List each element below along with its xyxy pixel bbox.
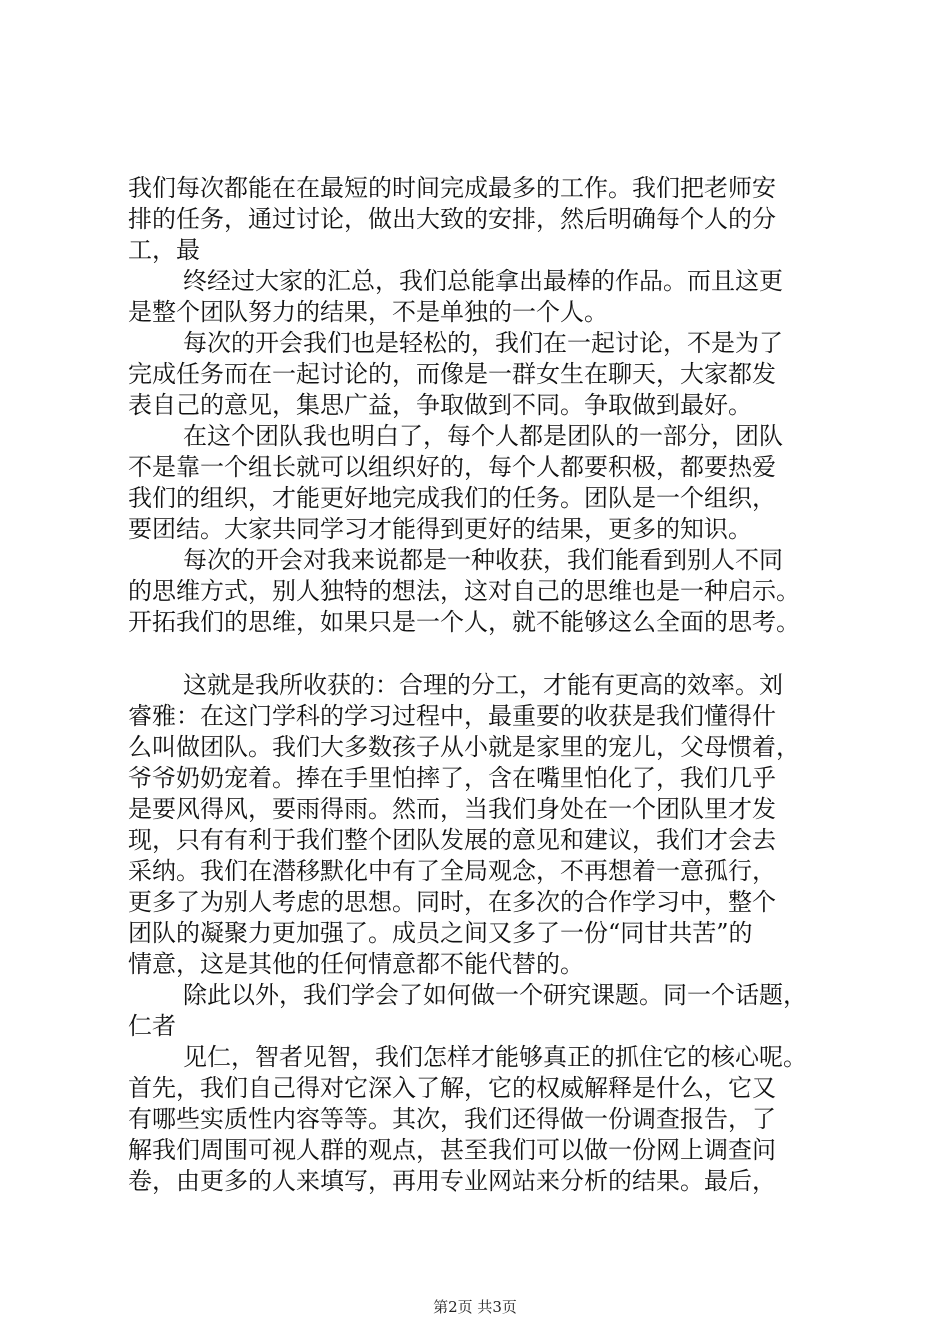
text-line: 表自己的意见，集思广益，争取做到不同。争取做到最好。 — [128, 391, 752, 419]
text-line: 更多了为别人考虑的思想。同时，在多次的合作学习中，整个 — [128, 888, 776, 916]
text-line: 排的任务，通过讨论，做出大致的安排，然后明确每个人的分 — [128, 205, 776, 233]
text-line: 卷，由更多的人来填写，再用专业网站来分析的结果。最后， — [128, 1167, 776, 1195]
text-line: 有哪些实质性内容等等。其次，我们还得做一份调查报告，了 — [128, 1105, 776, 1133]
text-line: 首先，我们自己得对它深入了解，它的权威解释是什么，它又 — [128, 1074, 776, 1102]
text-line: 是整个团队努力的结果，不是单独的一个人。 — [128, 298, 608, 326]
text-line: 情意，这是其他的任何情意都不能代替的。 — [128, 950, 584, 978]
text-line: 爷爷奶奶宠着。捧在手里怕摔了，含在嘴里怕化了，我们几乎 — [128, 764, 776, 792]
text-line: 我们每次都能在在最短的时间完成最多的工作。我们把老师安 — [128, 174, 776, 202]
text-line: 仁者 — [128, 1012, 176, 1040]
text-line: 我们的组织，才能更好地完成我们的任务。团队是一个组织， — [128, 484, 776, 512]
text-line: 开拓我们的思维，如果只是一个人，就不能够这么全面的思考。 — [128, 608, 800, 636]
text-line: 不是靠一个组长就可以组织好的，每个人都要积极，都要热爱 — [128, 453, 776, 481]
text-line: 终经过大家的汇总，我们总能拿出最棒的作品。而且这更 — [183, 267, 783, 295]
text-line: 完成任务而在一起讨论的，而像是一群女生在聊天，大家都发 — [128, 360, 776, 388]
text-line: 是要风得风，要雨得雨。然而，当我们身处在一个团队里才发 — [128, 795, 776, 823]
text-line: 这就是我所收获的：合理的分工，才能有更高的效率。刘 — [183, 671, 783, 699]
text-line: 见仁，智者见智，我们怎样才能够真正的抓住它的核心呢。 — [183, 1043, 807, 1071]
text-line: 睿雅：在这门学科的学习过程中，最重要的收获是我们懂得什 — [128, 702, 776, 730]
text-line: 除此以外，我们学会了如何做一个研究课题。同一个话题， — [183, 981, 807, 1009]
text-line: 团队的凝聚力更加强了。成员之间又多了一份“同甘共苦”的 — [128, 919, 753, 947]
text-line: 每次的开会我们也是轻松的，我们在一起讨论，不是为了 — [183, 329, 783, 357]
page-number-footer: 第2页 共3页 — [433, 1298, 517, 1316]
text-line: 采纳。我们在潜移默化中有了全局观念，不再想着一意孤行， — [128, 857, 776, 885]
text-line: 解我们周围可视人群的观点，甚至我们可以做一份网上调查问 — [128, 1136, 776, 1164]
text-line: 工，最 — [128, 236, 200, 264]
text-line: 的思维方式，别人独特的想法，这对自己的思维也是一种启示。 — [128, 577, 800, 605]
text-line: 每次的开会对我来说都是一种收获，我们能看到别人不同 — [183, 546, 783, 574]
text-line: 要团结。大家共同学习才能得到更好的结果，更多的知识。 — [128, 515, 752, 543]
document-body — [128, 173, 853, 1197]
text-line: 么叫做团队。我们大多数孩子从小就是家里的宠儿，父母惯着， — [128, 733, 800, 761]
text-line: 现，只有有利于我们整个团队发展的意见和建议，我们才会去 — [128, 826, 776, 854]
text-line: 在这个团队我也明白了，每个人都是团队的一部分，团队 — [183, 422, 783, 450]
blank-line — [128, 638, 853, 670]
